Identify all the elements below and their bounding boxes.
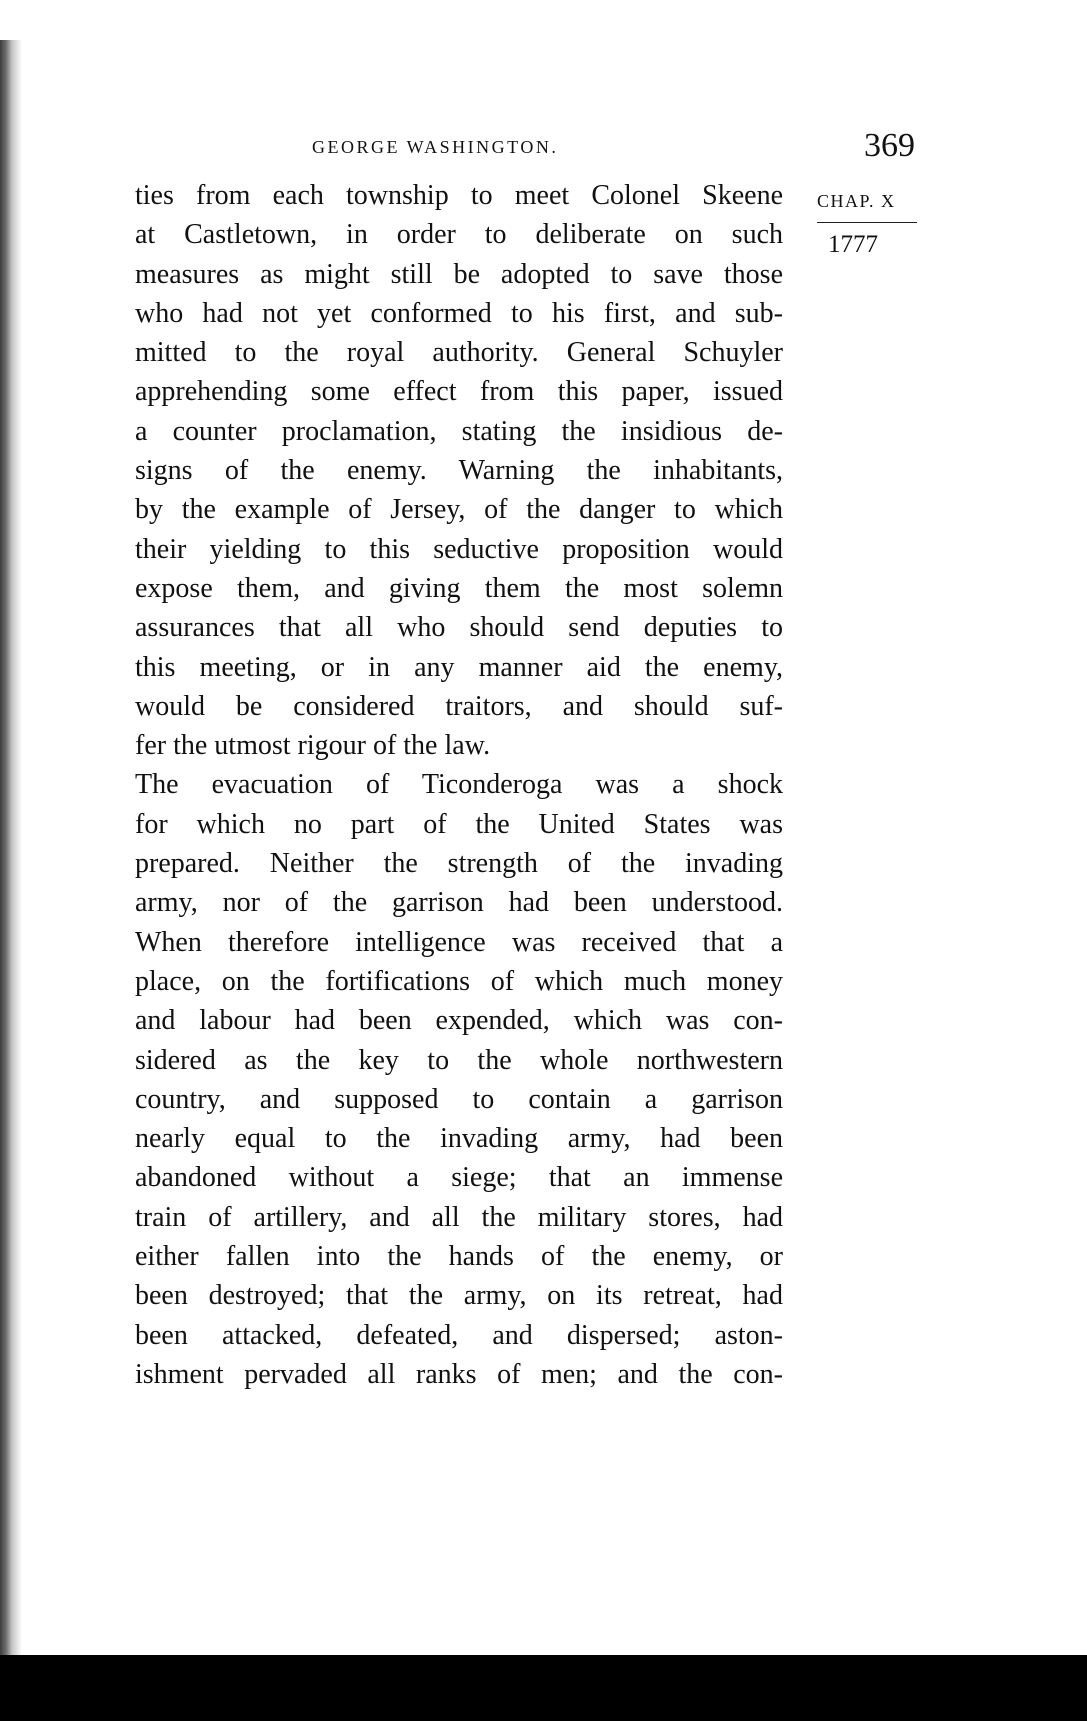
scan-edge-bar bbox=[0, 1655, 1087, 1721]
paragraph-2 bbox=[135, 765, 783, 1394]
text-line: train of artillery, and all the military stores, had bbox=[135, 1201, 783, 1233]
text-line: sidered as the key to the whole northwestern bbox=[135, 1044, 783, 1076]
spine-shadow bbox=[0, 40, 22, 1700]
text-line: for which no part of the United States was bbox=[135, 808, 783, 840]
text-line: nearly equal to the invading army, had been bbox=[135, 1123, 783, 1155]
text-line: been destroyed; that the army, on its retreat, had bbox=[135, 1280, 783, 1312]
text-line: apprehending some effect from this paper, issued bbox=[135, 376, 783, 408]
text-line: ties from each township to meet Colonel Skeene bbox=[135, 180, 783, 211]
text-line: signs of the enemy. Warning the inhabitants, bbox=[135, 455, 783, 487]
paragraph-1 bbox=[135, 176, 783, 765]
margin-divider bbox=[817, 222, 917, 223]
text-line: measures as might still be adopted to save those bbox=[135, 258, 783, 290]
text-line: ishment pervaded all ranks of men; and the con- bbox=[135, 1358, 783, 1390]
text-line: prepared. Neither the strength of the invading bbox=[135, 848, 783, 880]
text-line: a counter proclamation, stating the insidious de- bbox=[135, 415, 783, 447]
text-line: mitted to the royal authority. General Schuyler bbox=[135, 337, 783, 369]
text-line: by the example of Jersey, of the danger to which bbox=[135, 494, 783, 526]
text-line: their yielding to this seductive proposition would bbox=[135, 533, 783, 565]
text-line: The evacuation of Ticonderoga was a shock bbox=[135, 769, 783, 801]
text-line: place, on the fortifications of which much money bbox=[135, 965, 783, 997]
text-line: this meeting, or in any manner aid the enemy, bbox=[135, 651, 783, 683]
text-line: expose them, and giving them the most solemn bbox=[135, 572, 783, 604]
text-line: would be considered traitors, and should suf- bbox=[135, 690, 783, 722]
text-line: assurances that all who should send deputies to bbox=[135, 612, 783, 644]
text-line: and labour had been expended, which was con- bbox=[135, 1005, 783, 1037]
body-text bbox=[135, 176, 783, 1394]
text-line: either fallen into the hands of the enemy, or bbox=[135, 1241, 783, 1273]
text-line: abandoned without a siege; that an immense bbox=[135, 1162, 783, 1194]
text-line: at Castletown, in order to deliberate on such bbox=[135, 219, 783, 251]
text-line: When therefore intelligence was received that a bbox=[135, 926, 783, 958]
page-number: 369 bbox=[864, 127, 915, 164]
text-line: army, nor of the garrison had been understood. bbox=[135, 887, 783, 919]
running-title: GEORGE WASHINGTON. bbox=[312, 137, 559, 157]
text-line: country, and supposed to contain a garrison bbox=[135, 1083, 783, 1115]
text-line: fer the utmost rigour of the law. bbox=[135, 730, 491, 762]
text-line: who had not yet conformed to his first, and sub- bbox=[135, 297, 783, 329]
margin-year: 1777 bbox=[828, 231, 878, 258]
margin-chapter-label: CHAP. X bbox=[817, 191, 896, 211]
text-line: been attacked, defeated, and dispersed; aston- bbox=[135, 1319, 783, 1351]
